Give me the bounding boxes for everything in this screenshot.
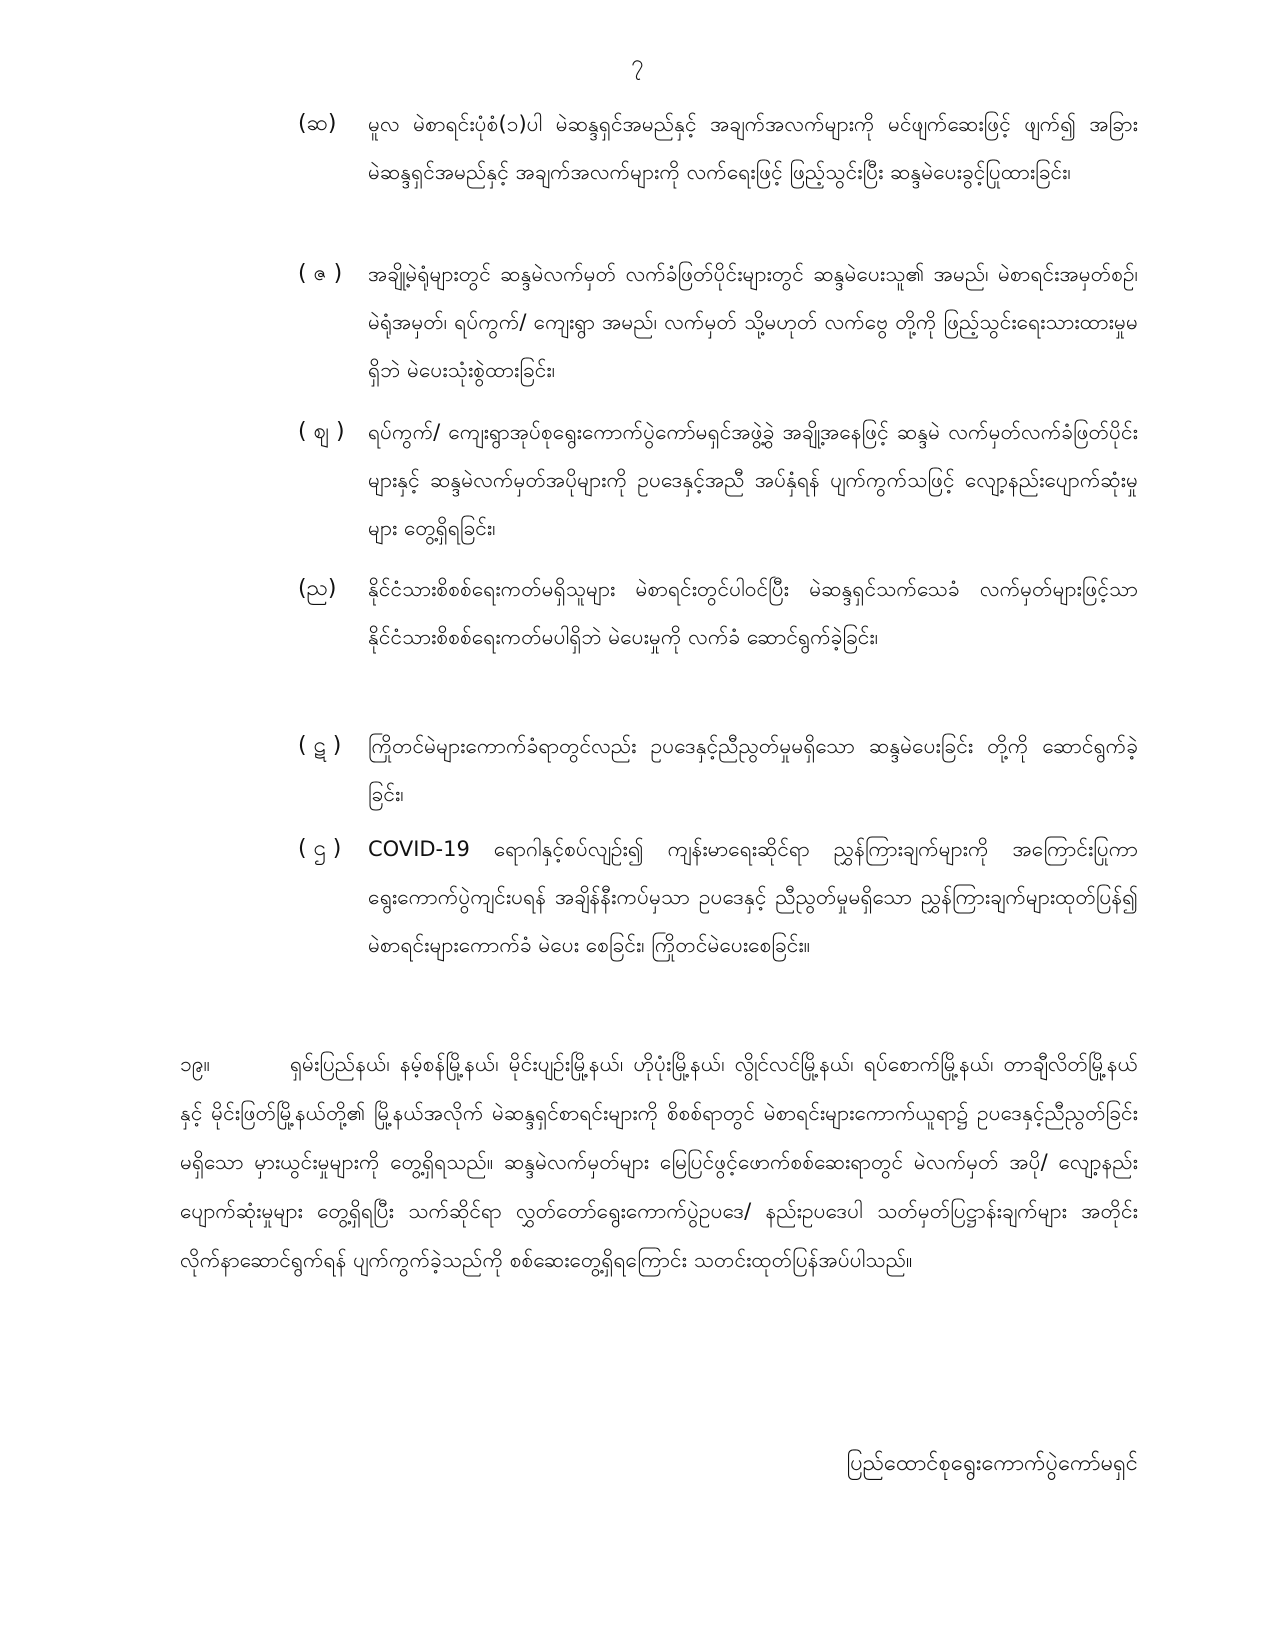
item-text: အချို့မဲရုံများတွင် ဆန္ဒမဲလက်မှတ် လက်ခံဖြတ်ပိုင်းများတွင် ဆန္ဒမဲပေးသူ၏ အမည်၊ မဲစာရင်းအမှတ်စဉ်၊ မဲရုံအမှတ်၊ ရပ်ကွက်/ ကျေးရွာ အမည်၊ လက်မှတ် သို့မဟုတ် လက်ဗွေ တို့ကို ဖြည့်သွင်းရေးသားထားမှုမရှိဘဲ မဲပေးသုံးစွဲထားခြင်း၊ bbox=[368, 262, 1138, 382]
item-label: ( ဇ ) bbox=[298, 261, 343, 286]
item-label: ( ဋ ) bbox=[298, 733, 342, 758]
paragraph-19 bbox=[180, 1040, 1138, 1285]
item-label: (ဆ) bbox=[298, 111, 337, 136]
signature-line: ပြည်ထောင်စုရွေးကောက်ပွဲကော်မရှင် bbox=[846, 1451, 1138, 1476]
item-label: ( ဈ ) bbox=[298, 419, 345, 444]
item-text: COVID-19 ရောဂါနှင့်စပ်လျဉ်း၍ ကျန်းမာရေးဆိုင်ရာ ညွှန်ကြားချက်များကို အကြောင်းပြုကာ ရွေးကောက်ပွဲကျင်းပရန် အချိန်နီးကပ်မှသာ ဥပဒေနှင့် ညီညွတ်မှုမရှိသော ညွှန်ကြားချက်များထုတ်ပြန်၍ မဲစာရင်းများကောက်ခံ မဲပေး စေခြင်း၊ ကြိုတင်မဲပေးစေခြင်း။ bbox=[368, 837, 1138, 957]
item-text: နိုင်ငံသားစိစစ်ရေးကတ်မရှိသူများ မဲစာရင်းတွင်ပါဝင်ပြီး မဲဆန္ဒရှင်သက်သေခံ လက်မှတ်များဖြင့်သာ နိုင်ငံသားစိစစ်ရေးကတ်မပါရှိဘဲ မဲပေးမှုကို လက်ခံ ဆောင်ရွက်ခဲ့ခြင်း၊ bbox=[368, 577, 1138, 649]
paragraph-number: ၁၉။ bbox=[180, 1052, 210, 1076]
item-label: (ည) bbox=[298, 576, 337, 601]
item-label: ( ဌ ) bbox=[298, 836, 342, 861]
page-number: ၇ bbox=[631, 51, 644, 76]
paragraph-text: ရှမ်းပြည်နယ်၊ နမ့်စန်မြို့နယ်၊ မိုင်းပျဉ်းမြို့နယ်၊ ဟိုပုံးမြို့နယ်၊ လွိုင်လင်မြို့နယ်၊ ရပ်စောက်မြို့နယ်၊ တာချီလိတ်မြို့နယ်နှင့် မိုင်းဖြတ်မြို့နယ်တို့၏ မြို့နယ်အလိုက် မဲဆန္ဒရှင်စာရင်းများကို စိစစ်ရာတွင် မဲစာရင်းများကောက်ယူရာ၌ ဥပဒေနှင့်ညီညွတ်ခြင်းမရှိသော မှားယွင်းမှုများကို တွေ့ရှိရသည်။ ဆန္ဒမဲလက်မှတ်များ မြေပြင်ဖွင့်ဖောက်စစ်ဆေးရာတွင် မဲလက်မှတ် အပို/ လျော့နည်းပျောက်ဆုံးမှုများ တွေ့ရှိရပြီး သက်ဆိုင်ရာ လွှတ်တော်ရွေးကောက်ပွဲဥပဒေ/ နည်းဥပဒေပါ သတ်မှတ်ပြဋ္ဌာန်းချက်များ အတိုင်း လိုက်နာဆောင်ရွက်ရန် ပျက်ကွက်ခဲ့သည်ကို စစ်ဆေးတွေ့ရှိရကြောင်း သတင်းထုတ်ပြန်အပ်ပါသည်။ bbox=[180, 1052, 1138, 1272]
item-text: မူလ မဲစာရင်းပုံစံ(၁)ပါ မဲဆန္ဒရှင်အမည်နှင့် အချက်အလက်များကို မင်ဖျက်ဆေးဖြင့် ဖျက်၍ အခြားမဲဆန္ဒရှင်အမည်နှင့် အချက်အလက်များကို လက်ရေးဖြင့် ဖြည့်သွင်းပြီး ဆန္ဒမဲပေးခွင့်ပြုထားခြင်း၊ bbox=[368, 112, 1138, 184]
item-text: ရပ်ကွက်/ ကျေးရွာအုပ်စုရွေးကောက်ပွဲကော်မရှင်အဖွဲ့ခွဲ အချို့အနေဖြင့် ဆန္ဒမဲ လက်မှတ်လက်ခံဖြတ်ပိုင်းများနှင့် ဆန္ဒမဲလက်မှတ်အပိုများကို ဥပဒေနှင့်အညီ အပ်နှံရန် ပျက်ကွက်သဖြင့် လျော့နည်းပျောက်ဆုံးမှုများ တွေ့ရှိရခြင်း၊ bbox=[368, 420, 1138, 540]
item-text: ကြိုတင်မဲများကောက်ခံရာတွင်လည်း ဥပဒေနှင့်ညီညွတ်မှုမရှိသော ဆန္ဒမဲပေးခြင်း တို့ကို ဆောင်ရွက်ခဲ့ခြင်း၊ bbox=[368, 734, 1138, 806]
